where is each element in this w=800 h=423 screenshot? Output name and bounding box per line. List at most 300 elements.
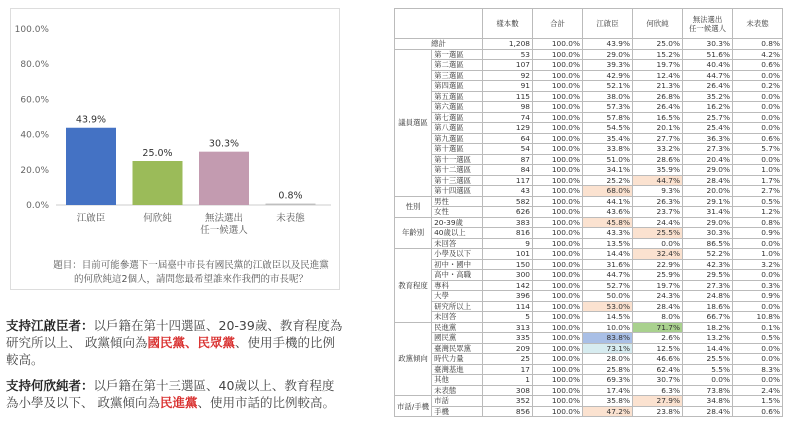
row-label: 手機: [432, 406, 483, 417]
group-label: 政黨傾向: [395, 322, 432, 396]
cell-value: 0.5%: [733, 196, 783, 207]
cell-value: 26.3%: [633, 196, 683, 207]
row-label: 40歲以上: [432, 228, 483, 239]
cell-value: 6.3%: [633, 385, 683, 396]
cell-value: 101: [483, 249, 533, 260]
cell-value: 44.7%: [683, 70, 733, 81]
cell-value: 0.0%: [733, 112, 783, 123]
row-label: 研究所以上: [432, 301, 483, 312]
cell-value: 856: [483, 406, 533, 417]
x-tick-label: 無法選出: [204, 213, 244, 224]
table-row: [395, 186, 783, 197]
cell-value: 87: [483, 154, 533, 165]
cell-value: 100.0%: [533, 196, 583, 207]
row-label: 第八選區: [432, 123, 483, 134]
cell-value: 2.7%: [733, 186, 783, 197]
cell-value: 150: [483, 259, 533, 270]
row-label: 第十二選區: [432, 165, 483, 176]
cell-value: 71.7%: [633, 322, 683, 333]
note-lead: 支持何欣純者：: [6, 378, 94, 393]
row-label: 未回答: [432, 238, 483, 249]
bar: [66, 128, 116, 205]
cell-value: 27.7%: [633, 133, 683, 144]
cell-value: 69.3%: [583, 375, 633, 386]
cell-value: 43: [483, 186, 533, 197]
y-tick-label: 80.0%: [20, 60, 49, 71]
cell-value: 114: [483, 301, 533, 312]
cell-value: 19.7%: [633, 60, 683, 71]
y-tick-label: 0.0%: [26, 201, 49, 211]
cell-value: 100.0%: [533, 186, 583, 197]
cell-value: 100.0%: [533, 354, 583, 365]
table-row: [395, 259, 783, 270]
cell-value: 25.7%: [683, 112, 733, 123]
table-row: [395, 81, 783, 92]
chart-card: [10, 8, 340, 290]
row-label: 時代力量: [432, 354, 483, 365]
cell-value: 1.5%: [733, 396, 783, 407]
cell-value: 0.1%: [733, 322, 783, 333]
table-row: [395, 196, 783, 207]
cell-value: 100.0%: [533, 301, 583, 312]
cell-value: 28.4%: [683, 175, 733, 186]
row-label: 男性: [432, 196, 483, 207]
group-label: 市話/手機: [395, 396, 432, 417]
cell-value: 20.1%: [633, 123, 683, 134]
cell-value: 42.9%: [583, 70, 633, 81]
header-row: [395, 9, 783, 39]
cell-value: 0.0%: [733, 375, 783, 386]
cell-value: 27.3%: [683, 144, 733, 155]
note-text: 、使用市話的比例較高。: [197, 395, 336, 410]
row-label: 臺灣民眾黨: [432, 343, 483, 354]
row-label: 第四選區: [432, 81, 483, 92]
cell-value: 100.0%: [533, 385, 583, 396]
cell-value: 308: [483, 385, 533, 396]
row-label: 第九選區: [432, 133, 483, 144]
cell-value: 30.7%: [633, 375, 683, 386]
cell-value: 46.6%: [633, 354, 683, 365]
cell-value: 100.0%: [533, 165, 583, 176]
cell-value: 42.3%: [683, 259, 733, 270]
cell-value: 34.8%: [683, 396, 733, 407]
cell-value: 0.9%: [733, 291, 783, 302]
note-text: 、使用手機的比例較高。: [6, 335, 336, 367]
table-row: [395, 217, 783, 228]
cell-value: 100.0%: [533, 207, 583, 218]
cell-value: 1.2%: [733, 207, 783, 218]
cell-value: 36.3%: [683, 133, 733, 144]
row-label: 初中・國中: [432, 259, 483, 270]
cell-value: 100.0%: [533, 81, 583, 92]
cell-value: 50.0%: [583, 291, 633, 302]
table-row: [395, 406, 783, 417]
header-blank: [395, 9, 483, 39]
cell-value: 28.0%: [583, 354, 633, 365]
cell-value: 27.9%: [633, 396, 683, 407]
row-label: 女性: [432, 207, 483, 218]
cell-value: 100.0%: [533, 49, 583, 60]
cell-value: 74: [483, 112, 533, 123]
row-label: 20-39歲: [432, 217, 483, 228]
cell-value: 5.7%: [733, 144, 783, 155]
note-chiang: [6, 317, 346, 368]
cell-value: 0.0%: [733, 343, 783, 354]
note-lead: 支持江啟臣者：: [6, 318, 94, 333]
cell-value: 25: [483, 354, 533, 365]
cell-value: 0.0%: [733, 102, 783, 113]
group-label: 年齡別: [395, 217, 432, 249]
row-label: 第六選區: [432, 102, 483, 113]
cell-value: 0.0%: [733, 70, 783, 81]
y-tick-label: 40.0%: [20, 130, 49, 141]
cell-value: 43.3%: [583, 228, 633, 239]
table-row: [395, 364, 783, 375]
row-label: 第三選區: [432, 70, 483, 81]
cell-value: 335: [483, 333, 533, 344]
cell-value: 34.1%: [583, 165, 633, 176]
cell-value: 25.8%: [583, 364, 633, 375]
group-label: 性別: [395, 196, 432, 217]
cell-value: 100.0%: [533, 228, 583, 239]
cell-value: 27.3%: [683, 280, 733, 291]
cell-value: 45.8%: [583, 217, 633, 228]
cell-value: 100.0%: [533, 406, 583, 417]
cell-value: 25.5%: [683, 354, 733, 365]
x-tick-label: 任一候選人: [200, 225, 248, 236]
cell-value: 43.9%: [583, 39, 633, 50]
column-header: 江啟臣: [583, 9, 633, 39]
cell-value: 100.0%: [533, 291, 583, 302]
note-text: 以戶籍在第十四選區、20-39歲、教育程度為研究所以上、 政黨傾向為: [6, 318, 343, 350]
cell-value: 51.6%: [683, 49, 733, 60]
cell-value: 25.9%: [633, 270, 683, 281]
cell-value: 21.3%: [633, 81, 683, 92]
row-label: 臺灣基進: [432, 364, 483, 375]
cell-value: 23.7%: [633, 207, 683, 218]
row-label: 大學: [432, 291, 483, 302]
cell-value: 84: [483, 165, 533, 176]
cell-value: 14.4%: [583, 249, 633, 260]
column-header: 何欣純: [633, 9, 683, 39]
x-tick-label: 何欣純: [143, 213, 172, 224]
table-row: [395, 49, 783, 60]
cell-value: 100.0%: [533, 175, 583, 186]
cell-value: 14.5%: [583, 312, 633, 323]
cell-value: 54.5%: [583, 123, 633, 134]
cell-value: 40.4%: [683, 60, 733, 71]
cell-value: 66.7%: [683, 312, 733, 323]
row-label: 第五選區: [432, 91, 483, 102]
cell-value: 5: [483, 312, 533, 323]
cell-value: 19.7%: [633, 280, 683, 291]
cell-value: 0.0%: [733, 154, 783, 165]
column-header: 無法選出 任一候選人: [683, 9, 733, 39]
cell-value: 25.5%: [633, 228, 683, 239]
cell-value: 28.6%: [633, 154, 683, 165]
row-label: 未表態: [432, 385, 483, 396]
bar: [266, 204, 316, 205]
cell-value: 26.4%: [633, 102, 683, 113]
total-label: 總計: [395, 39, 483, 50]
cell-value: 14.4%: [683, 343, 733, 354]
table-row: [395, 249, 783, 260]
table-row: [395, 343, 783, 354]
cell-value: 12.5%: [633, 343, 683, 354]
column-header: 未表態: [733, 9, 783, 39]
cell-value: 18.6%: [683, 301, 733, 312]
cell-value: 33.2%: [633, 144, 683, 155]
cell-value: 13.5%: [583, 238, 633, 249]
cell-value: 100.0%: [533, 364, 583, 375]
cell-value: 25.2%: [583, 175, 633, 186]
cell-value: 9: [483, 238, 533, 249]
cell-value: 0.0%: [733, 238, 783, 249]
row-label: 其他: [432, 375, 483, 386]
table-row: [395, 70, 783, 81]
cell-value: 0.0%: [733, 123, 783, 134]
table-row: [395, 291, 783, 302]
cell-value: 39.3%: [583, 60, 633, 71]
cell-value: 100.0%: [533, 60, 583, 71]
cell-value: 98: [483, 102, 533, 113]
group-label: 教育程度: [395, 249, 432, 323]
cell-value: 5.5%: [683, 364, 733, 375]
bar: [133, 161, 183, 205]
cell-value: 91: [483, 81, 533, 92]
table-row: [395, 375, 783, 386]
cell-value: 100.0%: [533, 70, 583, 81]
row-label: 第十一選區: [432, 154, 483, 165]
data-label: 25.0%: [142, 148, 173, 159]
table-row: [395, 270, 783, 281]
cell-value: 52.2%: [683, 249, 733, 260]
table-row: [395, 322, 783, 333]
row-label: 市話: [432, 396, 483, 407]
cell-value: 30.3%: [683, 39, 733, 50]
cell-value: 52.1%: [583, 81, 633, 92]
column-header: 合計: [533, 9, 583, 39]
cell-value: 100.0%: [533, 217, 583, 228]
x-tick-label: 未表態: [276, 213, 305, 224]
cell-value: 28.4%: [633, 301, 683, 312]
cell-value: 100.0%: [533, 322, 583, 333]
table-row: [395, 354, 783, 365]
cell-value: 12.4%: [633, 70, 683, 81]
cell-value: 4.2%: [733, 49, 783, 60]
cell-value: 100.0%: [533, 238, 583, 249]
cell-value: 0.6%: [733, 133, 783, 144]
cell-value: 73.8%: [683, 385, 733, 396]
cell-value: 26.8%: [633, 91, 683, 102]
cell-value: 25.4%: [683, 123, 733, 134]
cell-value: 86.5%: [683, 238, 733, 249]
cell-value: 26.4%: [683, 81, 733, 92]
cell-value: 2.6%: [633, 333, 683, 344]
cell-value: 100.0%: [533, 270, 583, 281]
row-label: 第十四選區: [432, 186, 483, 197]
table-row: [395, 312, 783, 323]
group-label: 議員選區: [395, 49, 432, 196]
cell-value: 209: [483, 343, 533, 354]
party-highlight: 民進黨: [159, 395, 198, 410]
cell-value: 626: [483, 207, 533, 218]
cell-value: 100.0%: [533, 280, 583, 291]
cell-value: 16.5%: [633, 112, 683, 123]
table-row: [395, 301, 783, 312]
table-row: [395, 60, 783, 71]
cell-value: 47.2%: [583, 406, 633, 417]
cell-value: 43.6%: [583, 207, 633, 218]
row-label: 第一選區: [432, 49, 483, 60]
cell-value: 300: [483, 270, 533, 281]
cell-value: 1,208: [483, 39, 533, 50]
question-text: 題目：目前可能參選下一屆臺中市長有國民黨的江啟臣以及民進黨的何欣純這2個人，請問您最希望誰來作我們的市長呢？: [53, 260, 329, 285]
cell-value: 44.7%: [583, 270, 633, 281]
cell-value: 23.8%: [633, 406, 683, 417]
cell-value: 0.6%: [733, 60, 783, 71]
row-label: 國民黨: [432, 333, 483, 344]
cell-value: 24.3%: [633, 291, 683, 302]
cell-value: 0.2%: [733, 81, 783, 92]
cell-value: 396: [483, 291, 533, 302]
x-tick-label: 江啟臣: [76, 213, 106, 224]
cell-value: 0.6%: [733, 406, 783, 417]
cell-value: 68.0%: [583, 186, 633, 197]
cell-value: 30.3%: [683, 228, 733, 239]
cell-value: 35.9%: [633, 165, 683, 176]
table-row: [395, 154, 783, 165]
row-label: 未回答: [432, 312, 483, 323]
cell-value: 16.2%: [683, 102, 733, 113]
cell-value: 29.0%: [683, 217, 733, 228]
cell-value: 816: [483, 228, 533, 239]
cell-value: 32.4%: [633, 249, 683, 260]
row-label: 第十三選區: [432, 175, 483, 186]
table-row: [395, 123, 783, 134]
cell-value: 33.8%: [583, 144, 633, 155]
row-label: 第十選區: [432, 144, 483, 155]
cell-value: 100.0%: [533, 312, 583, 323]
cell-value: 0.8%: [733, 217, 783, 228]
cell-value: 73.1%: [583, 343, 633, 354]
cell-value: 100.0%: [533, 249, 583, 260]
table-row: [395, 133, 783, 144]
cell-value: 100.0%: [533, 91, 583, 102]
cell-value: 2.4%: [733, 385, 783, 396]
cell-value: 0.8%: [733, 39, 783, 50]
cell-value: 100.0%: [533, 259, 583, 270]
cell-value: 1.0%: [733, 249, 783, 260]
cell-value: 17.4%: [583, 385, 633, 396]
cell-value: 100.0%: [533, 375, 583, 386]
row-label: 專科: [432, 280, 483, 291]
cell-value: 38.0%: [583, 91, 633, 102]
column-header: 樣本數: [483, 9, 533, 39]
data-label: 30.3%: [208, 138, 240, 150]
cell-value: 62.4%: [633, 364, 683, 375]
cell-value: 44.7%: [633, 175, 683, 186]
row-label: 第七選區: [432, 112, 483, 123]
y-tick-label: 20.0%: [20, 165, 49, 176]
cell-value: 17: [483, 364, 533, 375]
cell-value: 100.0%: [533, 154, 583, 165]
bar-chart: [11, 9, 341, 259]
cell-value: 0.0%: [633, 238, 683, 249]
total-row: [395, 39, 783, 50]
cell-value: 0.5%: [733, 333, 783, 344]
cell-value: 100.0%: [533, 133, 583, 144]
cell-value: 100.0%: [533, 112, 583, 123]
cell-value: 117: [483, 175, 533, 186]
row-label: 小學及以下: [432, 249, 483, 260]
cell-value: 100.0%: [533, 396, 583, 407]
cell-value: 51.0%: [583, 154, 633, 165]
cell-value: 24.8%: [683, 291, 733, 302]
cell-value: 15.2%: [633, 49, 683, 60]
cell-value: 0.0%: [733, 354, 783, 365]
table-row: [395, 175, 783, 186]
cell-value: 8.0%: [633, 312, 683, 323]
table-row: [395, 385, 783, 396]
table-row: [395, 228, 783, 239]
cell-value: 35.8%: [583, 396, 633, 407]
cell-value: 129: [483, 123, 533, 134]
table-row: [395, 238, 783, 249]
cell-value: 44.1%: [583, 196, 633, 207]
cell-value: 8.3%: [733, 364, 783, 375]
cell-value: 24.4%: [633, 217, 683, 228]
cell-value: 64: [483, 133, 533, 144]
cell-value: 57.3%: [583, 102, 633, 113]
cell-value: 0.0%: [733, 91, 783, 102]
cell-value: 313: [483, 322, 533, 333]
cell-value: 29.0%: [683, 165, 733, 176]
cell-value: 35.2%: [683, 91, 733, 102]
cell-value: 3.2%: [733, 259, 783, 270]
cell-value: 53: [483, 49, 533, 60]
crosstab-table: [394, 8, 783, 417]
cell-value: 29.1%: [683, 196, 733, 207]
cell-value: 57.8%: [583, 112, 633, 123]
data-label: 43.9%: [75, 114, 107, 126]
note-ho: [6, 377, 346, 411]
cell-value: 29.0%: [583, 49, 633, 60]
table-row: [395, 333, 783, 344]
cell-value: 54: [483, 144, 533, 155]
cell-value: 31.4%: [683, 207, 733, 218]
cell-value: 115: [483, 91, 533, 102]
cell-value: 28.4%: [683, 406, 733, 417]
cell-value: 107: [483, 60, 533, 71]
table-row: [395, 144, 783, 155]
table-row: [395, 396, 783, 407]
cell-value: 18.2%: [683, 322, 733, 333]
cell-value: 100.0%: [533, 144, 583, 155]
cell-value: 10.8%: [733, 312, 783, 323]
note-text: 以戶籍在第十三選區、40歲以上、教育程度為小學及以下、 政黨傾向為: [6, 378, 335, 410]
cell-value: 20.4%: [683, 154, 733, 165]
cell-value: 20.0%: [683, 186, 733, 197]
cell-value: 1.0%: [733, 165, 783, 176]
cell-value: 52.7%: [583, 280, 633, 291]
cell-value: 0.0%: [733, 270, 783, 281]
cell-value: 10.0%: [583, 322, 633, 333]
data-label: 0.8%: [278, 190, 303, 202]
cell-value: 29.5%: [683, 270, 733, 281]
cell-value: 582: [483, 196, 533, 207]
cell-value: 0.3%: [733, 280, 783, 291]
